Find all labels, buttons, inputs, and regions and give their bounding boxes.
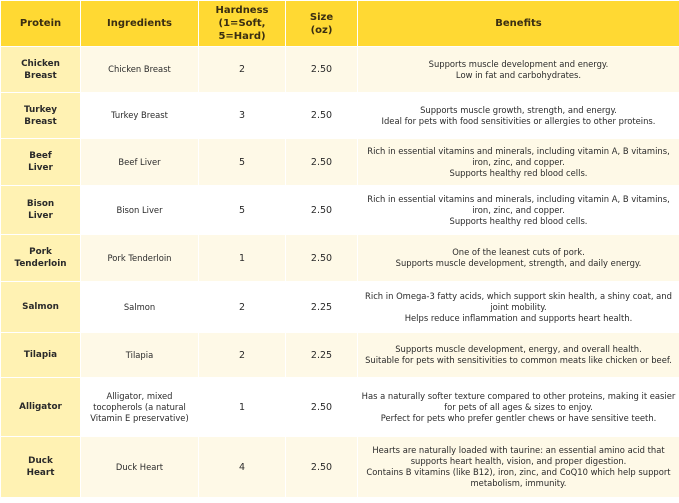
benefit-line: One of the leanest cuts of pork. bbox=[452, 247, 585, 257]
ingredients-cell bbox=[81, 333, 199, 378]
benefit-line: for pets of all ages & sizes to enjoy. bbox=[444, 401, 593, 412]
hardness-cell: 5 bbox=[199, 139, 286, 186]
header-size bbox=[286, 1, 358, 47]
header-hardness bbox=[199, 1, 286, 47]
ingredients-cell bbox=[81, 47, 199, 93]
ingredients-line: Duck Heart bbox=[115, 461, 164, 472]
benefit-line: Rich in essential vitamins and minerals, including vitamin A, B vitamins, bbox=[367, 193, 670, 204]
benefit-line: joint mobility. bbox=[490, 301, 547, 312]
ingredients-cell bbox=[81, 93, 199, 139]
benefits-cell bbox=[358, 139, 679, 186]
hardness-cell: 4 bbox=[199, 437, 286, 498]
table-row bbox=[1, 378, 679, 437]
benefits-cell bbox=[358, 282, 679, 333]
benefit-line: Suitable for pets with sensitivities to common meats like chicken or beef. bbox=[365, 355, 672, 365]
size-cell: 2.25 bbox=[286, 282, 358, 333]
protein-cell bbox=[1, 437, 81, 498]
protein-name-line: Pork bbox=[29, 247, 52, 257]
protein-name-line: Turkey bbox=[24, 104, 57, 115]
protein-cell bbox=[1, 235, 81, 282]
benefits-cell bbox=[358, 437, 679, 498]
protein-cell bbox=[1, 333, 81, 378]
ingredients-line: tocopherols (a natural bbox=[93, 401, 186, 412]
benefit-line: Supports healthy red blood cells. bbox=[449, 215, 588, 226]
protein-cell bbox=[1, 93, 81, 139]
benefit-line: iron, zinc, and copper. bbox=[472, 156, 565, 167]
ingredients-cell bbox=[81, 282, 199, 333]
protein-cell bbox=[1, 378, 81, 437]
hardness-cell: 1 bbox=[199, 378, 286, 437]
protein-cell bbox=[1, 47, 81, 93]
size-cell: 2.50 bbox=[286, 139, 358, 186]
benefit-line: Contains B vitamins (like B12), iron, zinc, and CoQ10 which help support bbox=[366, 467, 671, 477]
header-hardness-title: Hardness bbox=[215, 5, 269, 16]
hardness-cell: 1 bbox=[199, 235, 286, 282]
benefit-line: Ideal for pets with food sensitivities or allergies to other proteins. bbox=[381, 115, 656, 126]
benefit-line: Supports healthy red blood cells. bbox=[449, 167, 588, 178]
ingredients-line: Alligator, mixed bbox=[106, 390, 173, 401]
ingredients-cell bbox=[81, 139, 199, 186]
protein-cell bbox=[1, 282, 81, 333]
benefits-cell bbox=[358, 235, 679, 282]
hardness-cell: 3 bbox=[199, 93, 286, 139]
table-row bbox=[1, 333, 679, 378]
hardness-cell: 5 bbox=[199, 186, 286, 235]
benefits-cell bbox=[358, 47, 679, 93]
benefits-cell bbox=[358, 333, 679, 378]
protein-name-line: Salmon bbox=[22, 302, 59, 312]
header-hardness-scale: (1=Soft, 5=Hard) bbox=[218, 18, 266, 42]
ingredients-cell bbox=[81, 437, 199, 498]
benefits-cell bbox=[358, 378, 679, 437]
table-header-row bbox=[1, 1, 679, 47]
protein-name-line: Liver bbox=[28, 163, 53, 173]
ingredients-line: Chicken Breast bbox=[108, 64, 171, 74]
ingredients-line: Vitamin E preservative) bbox=[90, 412, 189, 423]
table-body bbox=[1, 47, 679, 498]
protein-name-line: Bison bbox=[26, 199, 55, 209]
size-cell: 2.50 bbox=[286, 437, 358, 498]
protein-name-line: Breast bbox=[24, 70, 57, 81]
benefit-line: Low in fat and carbohydrates. bbox=[455, 69, 582, 80]
table-row bbox=[1, 47, 679, 93]
protein-name-line: Liver bbox=[28, 211, 53, 221]
benefits-cell bbox=[358, 93, 679, 139]
benefit-line: Rich in essential vitamins and minerals, including vitamin A, B vitamins, bbox=[367, 145, 670, 156]
header-ingredients: Ingredients bbox=[81, 1, 199, 47]
benefit-line: Supports muscle development, energy, and overall health. bbox=[395, 344, 642, 354]
protein-name-line: Duck bbox=[28, 456, 53, 466]
benefit-line: supports heart health, vision, and proper digestion. bbox=[410, 456, 627, 466]
ingredients-cell bbox=[81, 378, 199, 437]
size-cell: 2.25 bbox=[286, 333, 358, 378]
protein-name-line: Tilapia bbox=[23, 350, 58, 360]
table-row bbox=[1, 235, 679, 282]
benefit-line: Helps reduce inflammation and supports heart health. bbox=[404, 312, 633, 323]
table-row bbox=[1, 139, 679, 186]
protein-name-line: Chicken bbox=[21, 58, 60, 69]
ingredients-line: Pork Tenderloin bbox=[107, 252, 172, 263]
protein-name-line: Breast bbox=[24, 116, 57, 127]
protein-name-line: Beef bbox=[29, 151, 52, 161]
ingredients-line: Turkey Breast bbox=[111, 110, 168, 120]
table-row bbox=[1, 282, 679, 333]
hardness-cell: 2 bbox=[199, 47, 286, 93]
protein-cell bbox=[1, 186, 81, 235]
table-row bbox=[1, 437, 679, 498]
size-cell: 2.50 bbox=[286, 186, 358, 235]
benefit-line: Has a naturally softer texture compared to other proteins, making it easier bbox=[361, 390, 676, 401]
size-cell: 2.50 bbox=[286, 47, 358, 93]
benefit-line: Supports muscle growth, strength, and energy. bbox=[420, 104, 617, 115]
hardness-cell: 2 bbox=[199, 333, 286, 378]
hardness-cell: 2 bbox=[199, 282, 286, 333]
ingredients-line: Bison Liver bbox=[116, 204, 163, 215]
size-cell: 2.50 bbox=[286, 235, 358, 282]
protein-name-line: Alligator bbox=[19, 402, 62, 412]
benefit-line: metabolism, immunity. bbox=[470, 478, 567, 488]
protein-name-line: Heart bbox=[26, 468, 55, 478]
benefit-line: Hearts are naturally loaded with taurine: an essential amino acid that bbox=[372, 445, 665, 455]
table-row bbox=[1, 186, 679, 235]
ingredients-line: Tilapia bbox=[125, 349, 154, 360]
header-benefits: Benefits bbox=[358, 1, 679, 47]
benefit-line: Rich in Omega-3 fatty acids, which support skin health, a shiny coat, and bbox=[365, 290, 672, 301]
benefit-line: Perfect for pets who prefer gentler chews or have sensitive teeth. bbox=[380, 412, 657, 423]
size-cell: 2.50 bbox=[286, 93, 358, 139]
table-row bbox=[1, 93, 679, 139]
ingredients-line: Beef Liver bbox=[118, 156, 161, 167]
benefits-cell bbox=[358, 186, 679, 235]
header-size-title: Size bbox=[309, 11, 334, 23]
ingredients-line: Salmon bbox=[123, 301, 156, 312]
benefit-line: Supports muscle development and energy. bbox=[428, 58, 609, 69]
ingredients-cell bbox=[81, 186, 199, 235]
benefit-line: Supports muscle development, strength, and daily energy. bbox=[395, 258, 642, 268]
header-size-unit: (oz) bbox=[310, 24, 333, 36]
benefit-line: iron, zinc, and copper. bbox=[472, 204, 565, 215]
protein-name-line: Tenderloin bbox=[14, 259, 67, 269]
ingredients-cell bbox=[81, 235, 199, 282]
protein-cell bbox=[1, 139, 81, 186]
header-protein: Protein bbox=[1, 1, 81, 47]
size-cell: 2.50 bbox=[286, 378, 358, 437]
